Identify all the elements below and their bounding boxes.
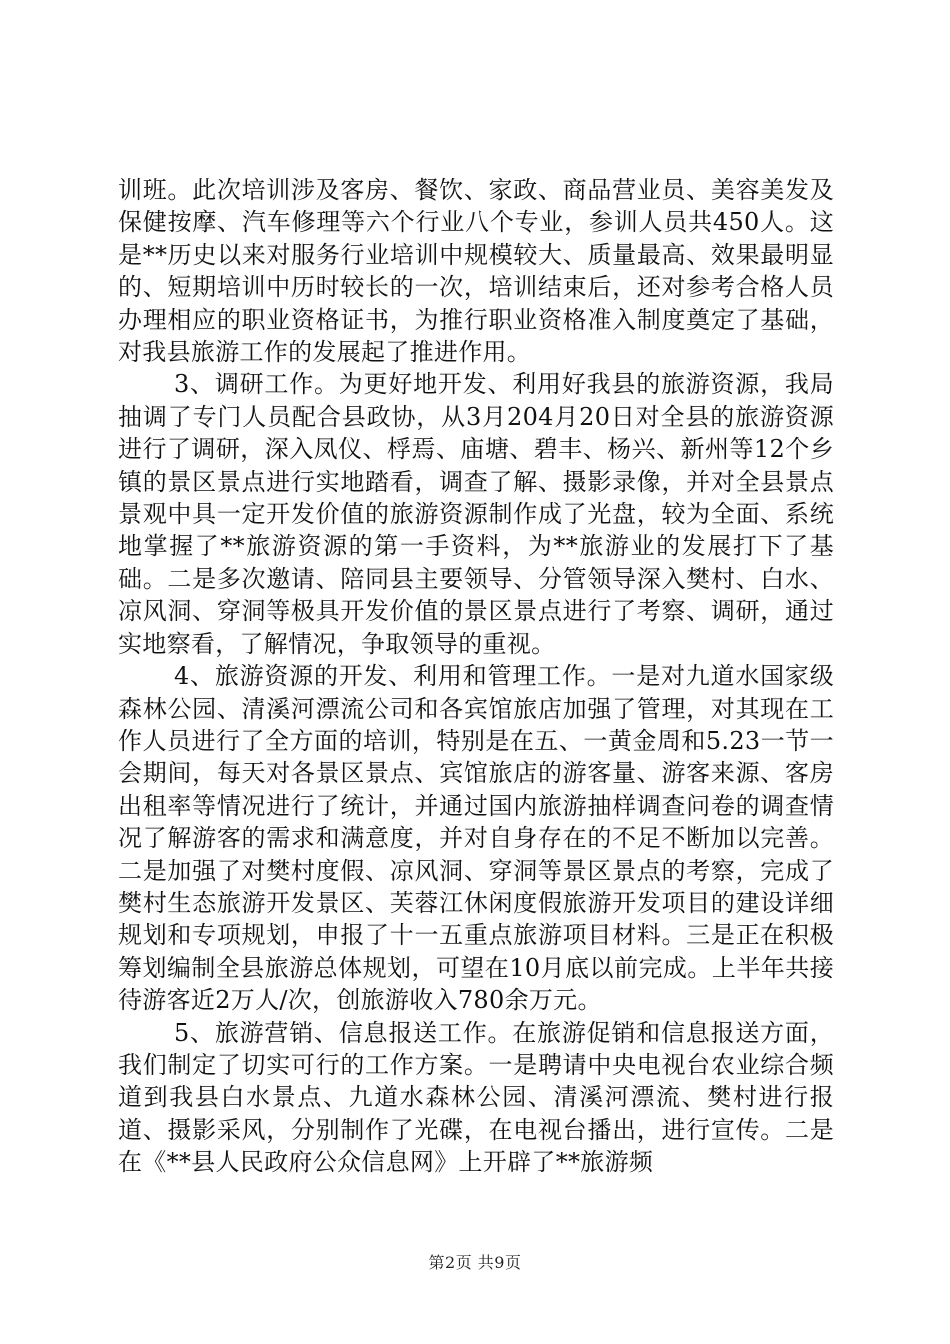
paragraph-training-continuation: 训班。此次培训涉及客房、餐饮、家政、商品营业员、美容美发及保健按摩、汽车修理等六个行业八个专业，参训人员共450人。这是**历史以来对服务行业培训中规模较大、质量最高、效果最明显的、短期培训中历时较长的一次，培训结束后，还对参考合格人员办理相应的职业资格证书，为推行职业资格准入制度奠定了基础，对我县旅游工作的发展起了推进作用。 xyxy=(118,176,834,367)
paragraph-research-work: 3、调研工作。为更好地开发、利用好我县的旅游资源，我局抽调了专门人员配合县政协，从3月204月20日对全县的旅游资源进行了调研，深入凤仪、桴焉、庙塘、碧丰、杨兴、新州等12个乡镇的景区景点进行实地踏看，调查了解、摄影录像，并对全县景点景观中具一定开发价值的旅游资源制作成了光盘，较为全面、系统地掌握了**旅游资源的第一手资料，为**旅游业的发展打下了基础。二是多次邀请、陪同县主要领导、分管领导深入樊村、白水、凉风洞、穿洞等极具开发价值的景区景点进行了考察、调研，通过实地察看，了解情况，争取领导的重视。 xyxy=(118,370,834,658)
document-body xyxy=(118,174,834,1179)
page-number-footer: 第2页 共9页 xyxy=(428,1253,522,1272)
paragraph-resource-management: 4、旅游资源的开发、利用和管理工作。一是对九道水国家级森林公园、清溪河漂流公司和各宾馆旅店加强了管理，对其现在工作人员进行了全方面的培训，特别是在五、一黄金周和5.23一节一会期间，每天对各景区景点、宾馆旅店的游客量、游客来源、客房出租率等情况进行了统计，并通过国内旅游抽样调查问卷的调查情况了解游客的需求和满意度，并对自身存在的不足不断加以完善。二是加强了对樊村度假、凉风洞、穿洞等景区景点的考察，完成了樊村生态旅游开发景区、芙蓉江休闲度假旅游开发项目的建设详细规划和专项规划，申报了十一五重点旅游项目材料。三是正在积极筹划编制全县旅游总体规划，可望在10月底以前完成。上半年共接待游客近2万人/次，创旅游收入780余万元。 xyxy=(118,662,834,1015)
paragraph-marketing-info: 5、旅游营销、信息报送工作。在旅游促销和信息报送方面，我们制定了切实可行的工作方案。一是聘请中央电视台农业综合频道到我县白水景点、九道水森林公园、清溪河漂流、樊村进行报道、摄影采风，分别制作了光碟，在电视台播出，进行宣传。二是在《**县人民政府公众信息网》上开辟了**旅游频 xyxy=(118,1018,834,1177)
